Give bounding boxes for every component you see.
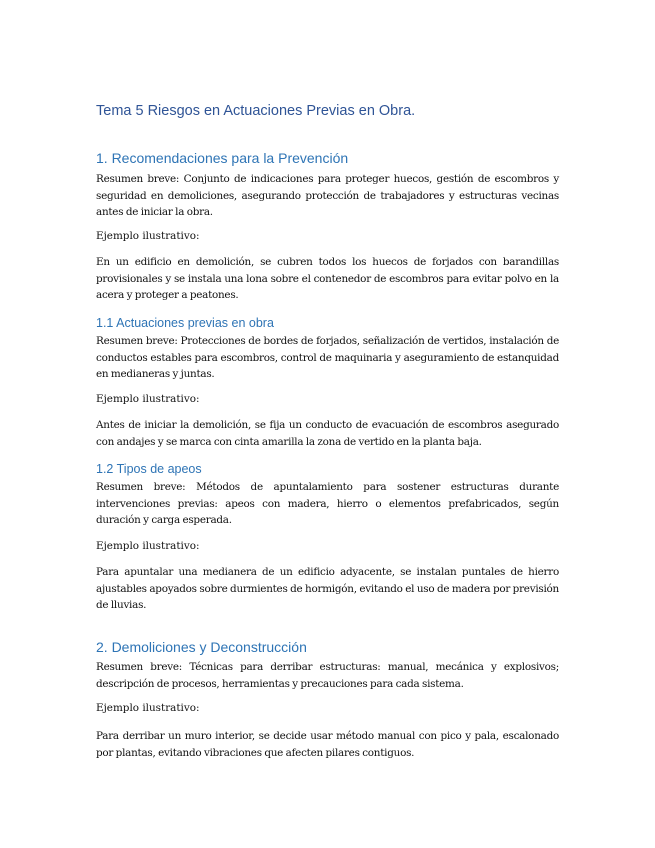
example-text: Antes de iniciar la demolición, se fija un conducto de evacuación de escombros asegurado con andajes y se marca con cinta amarilla la zona de vertido en la planta baja. <box>96 419 559 448</box>
example-text: Para apuntalar una medianera de un edificio adyacente, se instalan puntales de hierro ajustables apoyados sobre durmientes de hormigón, evitando el uso de madera por previsión de lluvias. <box>96 566 559 611</box>
document-title: Tema 5 Riesgos en Actuaciones Previas en Obra. <box>96 103 416 119</box>
example-label: Ejemplo ilustrativo: <box>96 540 200 552</box>
example-text: En un edificio en demolición, se cubren todos los huecos de forjados con barandillas provisionales y se instala una lona sobre el contenedor de escombros para evitar polvo en la acera y proteger a peatones. <box>96 256 559 301</box>
example-label: Ejemplo ilustrativo: <box>96 393 200 405</box>
subsection-heading: 1.1 Actuaciones previas en obra <box>96 316 274 330</box>
example-label: Ejemplo ilustrativo: <box>96 702 200 714</box>
section-summary: Resumen breve: Protecciones de bordes de forjados, señalización de vertidos, instalación de conductos estables para escombros, control de maquinaria y aseguramiento de estanquidad en medianeras y juntas. <box>96 335 559 380</box>
section-summary: Resumen breve: Métodos de apuntalamiento para sostener estructuras durante intervenciones previas: apeos con madera, hierro o elementos prefabricados, según duración y carga esperada. <box>96 481 559 526</box>
section-heading: 2. Demoliciones y Deconstrucción <box>96 639 307 655</box>
section-heading: 1. Recomendaciones para la Prevención <box>96 150 349 166</box>
example-label: Ejemplo ilustrativo: <box>96 230 200 242</box>
section-summary: Resumen breve: Técnicas para derribar estructuras: manual, mecánica y explosivos; descripción de procesos, herramientas y precauciones para cada sistema. <box>96 661 559 690</box>
section-summary: Resumen breve: Conjunto de indicaciones para proteger huecos, gestión de escombros y seguridad en demoliciones, asegurando protección de trabajadores y estructuras vecinas antes de iniciar la obra. <box>96 173 559 218</box>
subsection-heading: 1.2 Tipos de apeos <box>96 462 202 476</box>
example-text: Para derribar un muro interior, se decide usar método manual con pico y pala, escalonado por plantas, evitando vibraciones que afecten pilares contiguos. <box>96 730 559 759</box>
